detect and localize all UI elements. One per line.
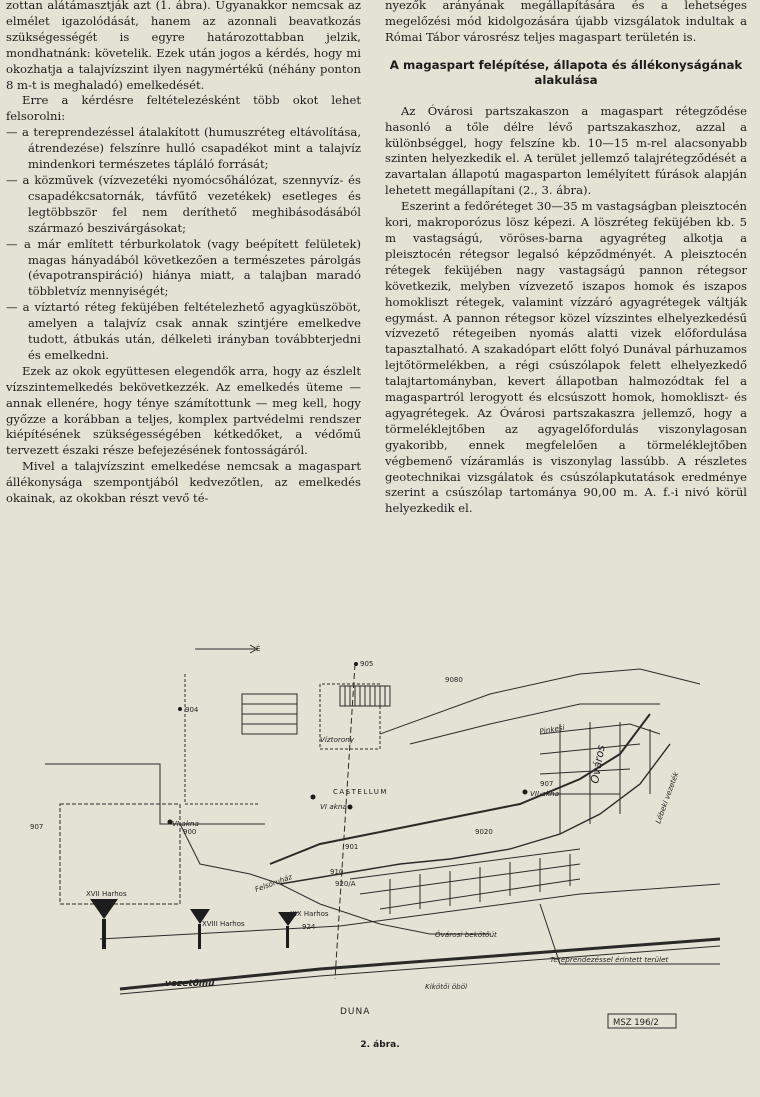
paragraph: Mivel a talajvízszint emelkedése nemcsak a magaspart állékonysága szempontjából kedvezőtlen, az emelkedés okainak, az okokban részt vevő té- (6, 459, 361, 506)
kikotoi-obol-label: Kikötői öböl (425, 982, 468, 991)
ovaros-label: Óváros (588, 743, 608, 785)
vi-akna-label: VI akna (320, 802, 347, 811)
paragraph: Erre a kérdésre feltételezésként több okot lehet felsorolni: (6, 93, 361, 124)
vezetomu-label: vezetőmű (165, 979, 215, 989)
felsoruhaz-label: Felsőruház (253, 872, 294, 894)
point-label: 905 (360, 660, 374, 668)
vi-akna-2-label: VI akna (172, 819, 199, 828)
point-label: 9020 (475, 828, 493, 836)
point-label: 920/A (335, 880, 356, 888)
list-item: — a közművek (vízvezetéki nyomócsőhálózat, szennyvíz- és csapadékcsatornák, távfűtő vezetékek) esetleges és legtöbbször fel nem deríthető meghibásodásából származó beszivárgásokat; (6, 172, 361, 235)
point-label: 907 (30, 823, 44, 831)
list-item: — a már említett térburkolatok (vagy beépített felületek) magas hányadából következően a természetes párolgás (évapotranspiráció) hiánya miatt, a talajban maradó többletvíz mennyiségét; (6, 236, 361, 299)
point-marker (178, 707, 182, 711)
list-item: — a tereprendezéssel átalakított (humuszréteg eltávolítása, átrendezése) felszínre hulló csapadékot mint a talajvíz mindenkori természetes tápláló forrását; (6, 125, 361, 172)
castellum-label: CASTELLUM (333, 788, 388, 796)
list-item: — a víztartó réteg feküjében feltételezhető agyagküszöböt, amelyen a talajvíz csak annak szintjére emelkedve tudott, átbukás után, délkeleti irányban továbbterjedni és emelkedni. (6, 300, 361, 362)
section-title: A magaspart felépítése, állapota és állékonyságának alakulása (389, 57, 743, 87)
figure-caption: 2. ábra. (360, 1040, 400, 1050)
right-column (385, 0, 747, 517)
paragraph: Ezek az okok együttesen elegendők arra, hogy az észlelt vízszintemelkedés bekövetkezzék. Az emelkedés üteme — annak ellenére, hogy ténye számítottunk — meg kell, hogy győzze a korábban a teljes, komplex partvédelmi rendszer kiépítésének szükségességében kétkedőket, a védőmű tervezett északi része befejezésének fontosságáról. (6, 363, 361, 458)
duna-label: DUNA (340, 1007, 371, 1017)
xviii-harhos-label: XVIII Harhos (202, 920, 245, 928)
point-marker (523, 790, 528, 795)
msz-label: MSZ 196/2 (613, 1018, 659, 1028)
xvii-harhos-label: XVII Harhos (86, 890, 127, 898)
paragraph: zottan alátámasztják azt (1. ábra). Ugyanakkor nemcsak az elmélet igazolódását, hanem az azonnali beavatkozás szükségességét is egyre határozottabban jelzik, mondhatnánk: követelik. Ezek után jogos a kérdés, hogy mi okozhatja a talajvízszint ilyen nagymértékű (néhány ponton 8 m-t is meghaladó) emelkedését. (6, 0, 361, 92)
site-map (20, 634, 750, 1034)
ovarosi-bekototut-label: Óvárosi bekötőút (435, 930, 497, 939)
tereprendezes-label: Tereprendezéssel érintett terület (550, 955, 669, 964)
pinkesi-label: Pinkesi (538, 722, 566, 736)
point-label: 900 (183, 828, 197, 836)
harhos-marker (90, 899, 118, 919)
xix-harhos-label: XIX Harhos (290, 910, 329, 918)
north-arrow-label: É (256, 645, 261, 653)
paragraph: Eszerint a fedőréteget 30—35 m vastagságban pleisztocén kori, makroporózus lösz képezi. A löszréteg feküjében kb. 5 m vastagságú, vöröses-barna agyagréteg alkotja a pleisztocén rétegsor legalsó képződményét. A pleisztocén rétegek feküjében nagy vastagságú pannon rétegsor következik, melyben vízvezető iszapos homok és iszapos homokliszt rétegek, valamint vízzáró agyagrétegek váltják egymást. A pannon rétegsor közel vízszintes elhelyezkedésű vízvezető rétegeiben nyomás alatti vizek előfordulása tapasztalható. A szakadópart előtt folyó Dunával párhuzamos lejtőtörmelékben, a régi csúszólapok felett elhelyezkedő talajtartományban, kevert állapotban halmozódtak fel a magaspartról lerogyott és elcsúszott homok, homokliszt- és agyagrétegek. Az Óvárosi partszakaszra jellemző, hogy a törmeléklejtőben az agyagelőfordulás viszonylagosan gyakoribb, ennek megfelelően a törmeléklejtőben végbemenő vízáramlás is viszonylag lassúbb. A részletes geotechnikai vizsgálatok és csúszólapkutatások eredménye szerint a csúszólap tartománya 90,00 m. A. f.-i nivó körül helyezkedik el. (385, 199, 747, 516)
point-label: 904 (185, 706, 199, 714)
vii-akna-label: VII akna (530, 789, 559, 798)
point-label: 901 (345, 843, 359, 851)
paragraph: Az Óvárosi partszakaszon a magaspart rétegződése hasonló a tőle délre lévő partszakaszhoz, azzal a különbséggel, hogy felszíne kb. 10—15 m-rel alacsonyabb szinten helyezkedik el. A terület jellemző talajrétegződését a zavartalan állapotú magasparton lemélyített fúrások alapján lehetett megállapítani (2., 3. ábra). (385, 103, 747, 198)
viztorony-label: Víztorony (320, 735, 355, 744)
paragraph: nyezők arányának megállapítására és a lehetséges megelőzési mód kidolgozására újabb vizsgálatok indultak a Római Tábor városrész teljes magaspart területén is. (385, 0, 747, 44)
point-marker (354, 662, 358, 666)
point-label: 9080 (445, 676, 463, 684)
point-marker (348, 805, 353, 810)
point-marker (311, 795, 316, 800)
point-label: 910 (330, 868, 344, 876)
left-column (6, 0, 361, 507)
lebeki-vezetek-label: Lébeki vezeték (653, 770, 681, 825)
point-label: 907 (540, 780, 554, 788)
point-label: 924 (302, 923, 316, 931)
